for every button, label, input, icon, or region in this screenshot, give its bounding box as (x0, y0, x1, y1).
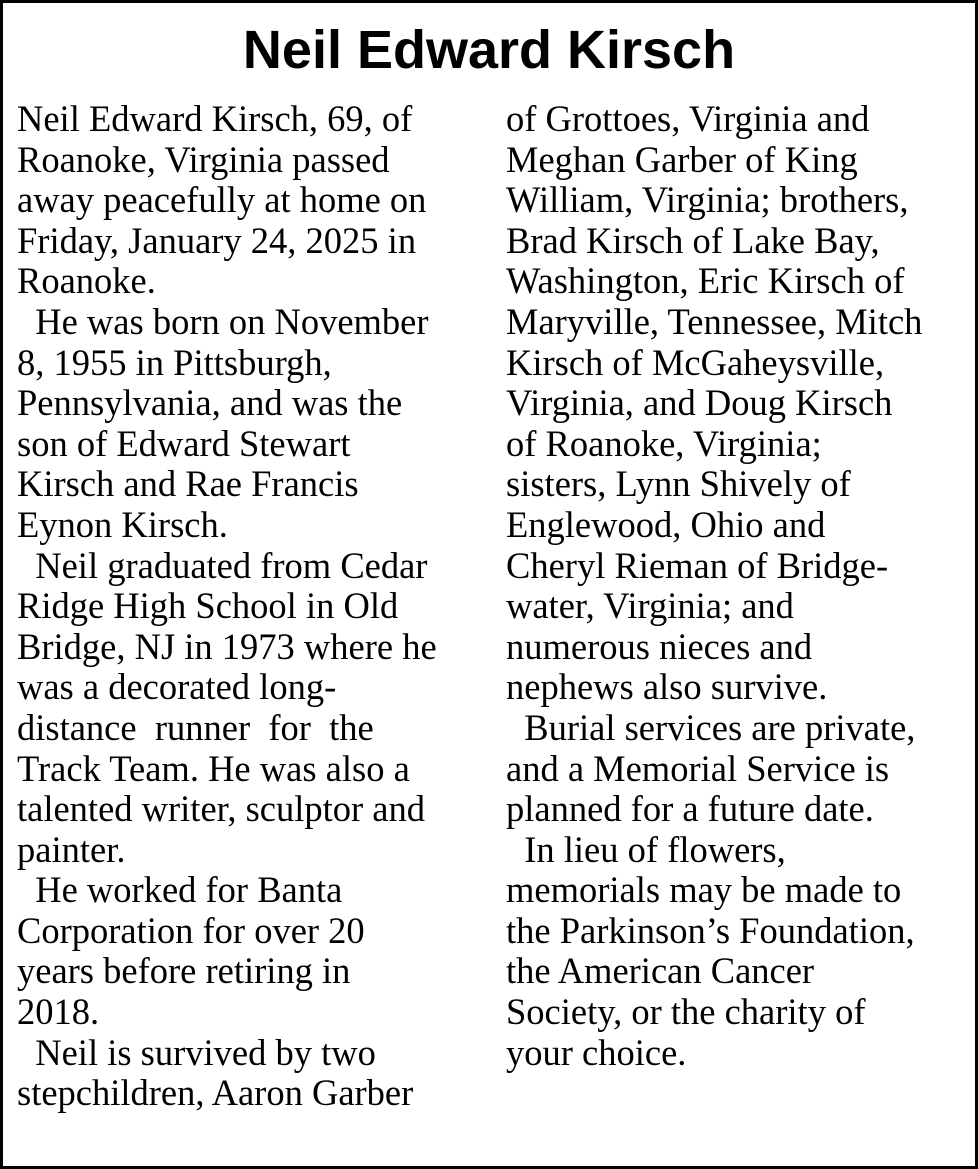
text-line: Meghan Garber of King (506, 138, 858, 180)
obituary-title: Neil Edward Kirsch (242, 20, 736, 80)
text-line: stepchildren, Aaron Garber (17, 1072, 414, 1114)
text-line: of Grottoes, Virginia and (506, 98, 870, 139)
text-line: Friday, January 24, 2025 in (17, 219, 417, 261)
text-line: away peacefully at home on (17, 179, 427, 221)
text-line: years before retiring in (17, 950, 351, 992)
text-line: of Roanoke, Virginia; (506, 422, 822, 464)
text-line: planned for a future date. (506, 788, 874, 830)
obituary-column-left (17, 99, 487, 1114)
text-line: He was born on November (17, 300, 429, 342)
text-line: Brad Kirsch of Lake Bay, (506, 219, 880, 261)
text-line: Neil graduated from Cedar (17, 544, 428, 586)
text-line: Track Team. He was also a (17, 747, 410, 789)
text-line: 8, 1955 in Pittsburgh, (17, 341, 332, 383)
text-line: Kirsch of McGaheysville, (506, 341, 885, 383)
text-line: sisters, Lynn Shively of (506, 463, 851, 505)
text-line: Bridge, NJ in 1973 where he (17, 625, 437, 667)
text-line: nephews also survive. (506, 666, 828, 708)
text-line: Washington, Eric Kirsch of (506, 260, 905, 302)
text-line: 2018. (17, 991, 100, 1033)
text-line: painter. (17, 828, 126, 870)
text-line: Cheryl Rieman of Bridge- (506, 544, 889, 586)
text-line: and a Memorial Service is (506, 747, 890, 789)
text-line: Englewood, Ohio and (506, 503, 826, 545)
text-line: Kirsch and Rae Francis (17, 463, 359, 505)
text-line: the American Cancer (506, 950, 815, 992)
text-line: Burial services are private, (506, 706, 916, 748)
text-line: Society, or the charity of (506, 991, 866, 1033)
text-line: Ridge High School in Old (17, 585, 399, 627)
text-line: Neil is survived by two (17, 1031, 376, 1073)
text-line: distance runner for the (17, 706, 374, 748)
text-line: was a decorated long- (17, 666, 337, 708)
text-line: Roanoke. (17, 260, 156, 302)
text-line: your choice. (506, 1031, 687, 1073)
text-line: William, Virginia; brothers, (506, 179, 909, 221)
text-line: Virginia, and Doug Kirsch (506, 382, 893, 424)
text-line: water, Virginia; and (506, 585, 794, 627)
text-line: Pennsylvania, and was the (17, 382, 403, 424)
text-line: talented writer, sculptor and (17, 788, 426, 830)
text-line: He worked for Banta (17, 869, 343, 911)
text-line: In lieu of flowers, (506, 828, 786, 870)
text-line: Roanoke, Virginia passed (17, 138, 390, 180)
text-line: son of Edward Stewart (17, 422, 351, 464)
obituary-column-right (506, 99, 966, 1073)
text-line: numerous nieces and (506, 625, 813, 667)
text-line: Eynon Kirsch. (17, 503, 228, 545)
text-line: Corporation for over 20 (17, 909, 365, 951)
text-line: Neil Edward Kirsch, 69, of (17, 98, 413, 139)
text-line: Maryville, Tennessee, Mitch (506, 300, 923, 342)
text-line: memorials may be made to (506, 869, 902, 911)
text-line: the Parkinson’s Foundation, (506, 909, 915, 951)
